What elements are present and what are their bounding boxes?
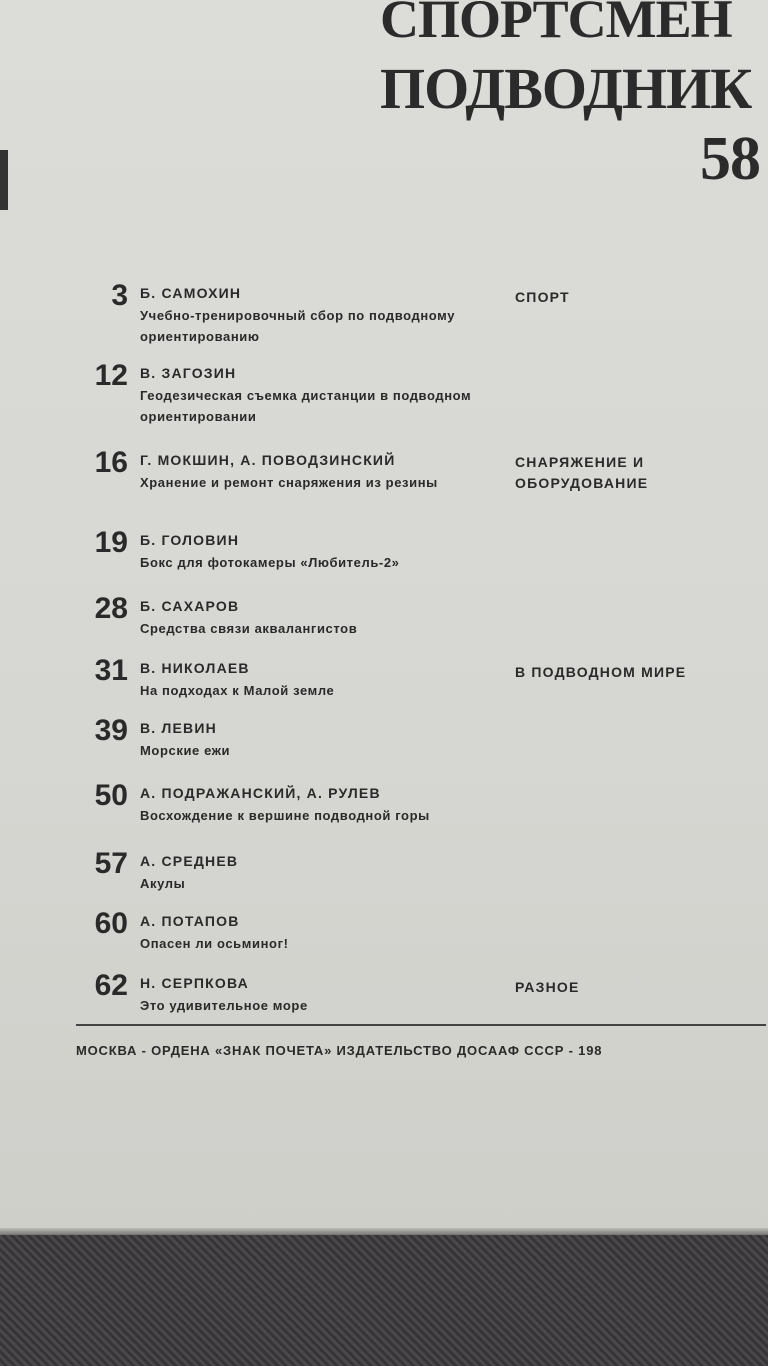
section-heading: В ПОДВОДНОМ МИРЕ <box>515 664 687 680</box>
article-title: Морские ежи <box>140 743 231 758</box>
article-title: Хранение и ремонт снаряжения из резины <box>140 475 438 490</box>
page-number: 19 <box>94 526 128 559</box>
author: Н. СЕРПКОВА <box>140 975 249 991</box>
page-number: 28 <box>94 592 128 625</box>
page-number: 16 <box>94 446 128 479</box>
magazine-title-line1: СПОРТСМЕН <box>380 0 732 49</box>
author: А. СРЕДНЕВ <box>140 853 239 869</box>
page-edge <box>0 150 8 210</box>
page-number: 57 <box>94 847 128 880</box>
issue-number: 58 <box>700 125 760 193</box>
author: Б. САМОХИН <box>140 285 242 301</box>
publisher-footer: МОСКВА - ОРДЕНА «ЗНАК ПОЧЕТА» ИЗДАТЕЛЬСТВО ДОСААФ СССР - 198 <box>76 1043 603 1058</box>
article-title: Это удивительное море <box>140 998 308 1013</box>
author: А. ПОДРАЖАНСКИЙ, А. РУЛЕВ <box>140 785 381 801</box>
magazine-header <box>380 0 760 193</box>
article-title: Средства связи аквалангистов <box>140 621 358 636</box>
author: В. ЗАГОЗИН <box>140 365 237 381</box>
author: Г. МОКШИН, А. ПОВОДЗИНСКИЙ <box>140 452 396 468</box>
section-heading: РАЗНОЕ <box>515 979 580 995</box>
section-heading: СПОРТ <box>515 289 570 305</box>
page-number: 62 <box>94 969 128 1002</box>
article-title: Акулы <box>140 876 186 891</box>
author: Б. ГОЛОВИН <box>140 532 240 548</box>
article-title: Восхождение к вершине подводной горы <box>140 808 430 823</box>
background-fabric <box>0 1235 768 1366</box>
page-number: 12 <box>94 359 128 392</box>
article-title: Опасен ли осьминог! <box>140 936 289 951</box>
page-number: 31 <box>94 654 128 687</box>
author: В. ЛЕВИН <box>140 720 217 736</box>
author: А. ПОТАПОВ <box>140 913 240 929</box>
author: В. НИКОЛАЕВ <box>140 660 250 676</box>
page-number: 60 <box>94 907 128 940</box>
article-title: Бокс для фотокамеры «Любитель-2» <box>140 555 400 570</box>
magazine-title-line2: ПОДВОДНИК <box>380 56 752 121</box>
article-title: Учебно-тренировочный сбор по подводному ориентированию <box>140 308 456 344</box>
page-number: 39 <box>94 714 128 747</box>
section-heading: СНАРЯЖЕНИЕ И ОБОРУДОВАНИЕ <box>515 454 649 491</box>
article-title: На подходах к Малой земле <box>140 683 335 698</box>
page-number: 3 <box>111 279 128 312</box>
author: Б. САХАРОВ <box>140 598 240 614</box>
article-title: Геодезическая съемка дистанции в подводном ориентировании <box>140 388 472 424</box>
divider <box>76 1024 766 1026</box>
page-number: 50 <box>94 779 128 812</box>
